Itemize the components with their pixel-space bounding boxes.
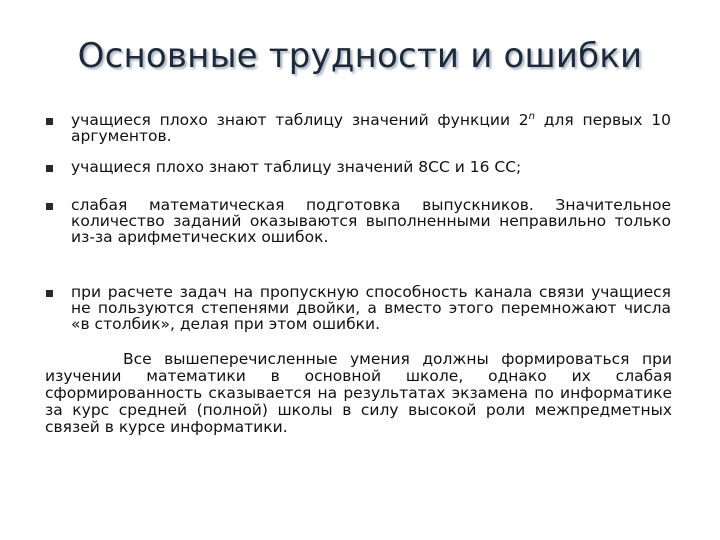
slide-title: Основные трудности и ошибки bbox=[77, 36, 643, 76]
summary-paragraph: Все вышеперечисленные умения должны формироваться при изучении математики в основной школе, однако их слабая сформированность сказывается на результатах экзамена по информатике за курс средней (полной) школы в силу высокой роли межпредметных связей в курсе информатики. bbox=[45, 350, 672, 436]
square-bullet-icon bbox=[46, 290, 53, 297]
bullet-text bbox=[71, 112, 671, 144]
square-bullet-icon bbox=[46, 165, 53, 172]
bullet-text: учащиеся плохо знают таблицу значений 8СС и 16 СС; bbox=[71, 158, 522, 176]
bullet-text: слабая математическая подготовка выпускников. Значительное количество заданий оказываются выполненными неправильно только из-за арифметических ошибок. bbox=[71, 196, 671, 246]
bullet-text-main: учащиеся плохо знают таблицу значений функции 2 bbox=[71, 111, 529, 129]
square-bullet-icon bbox=[46, 118, 53, 125]
bullet-text: при расчете задач на пропускную способность канала связи учащиеся не пользуются степенями двойки, а вместо этого перемножают числа «в столбик», делая при этом ошибки. bbox=[71, 283, 671, 333]
square-bullet-icon bbox=[46, 203, 53, 210]
bullet-text-tail: для первых 10 аргументов. bbox=[71, 111, 671, 145]
superscript-n: n bbox=[528, 110, 535, 122]
